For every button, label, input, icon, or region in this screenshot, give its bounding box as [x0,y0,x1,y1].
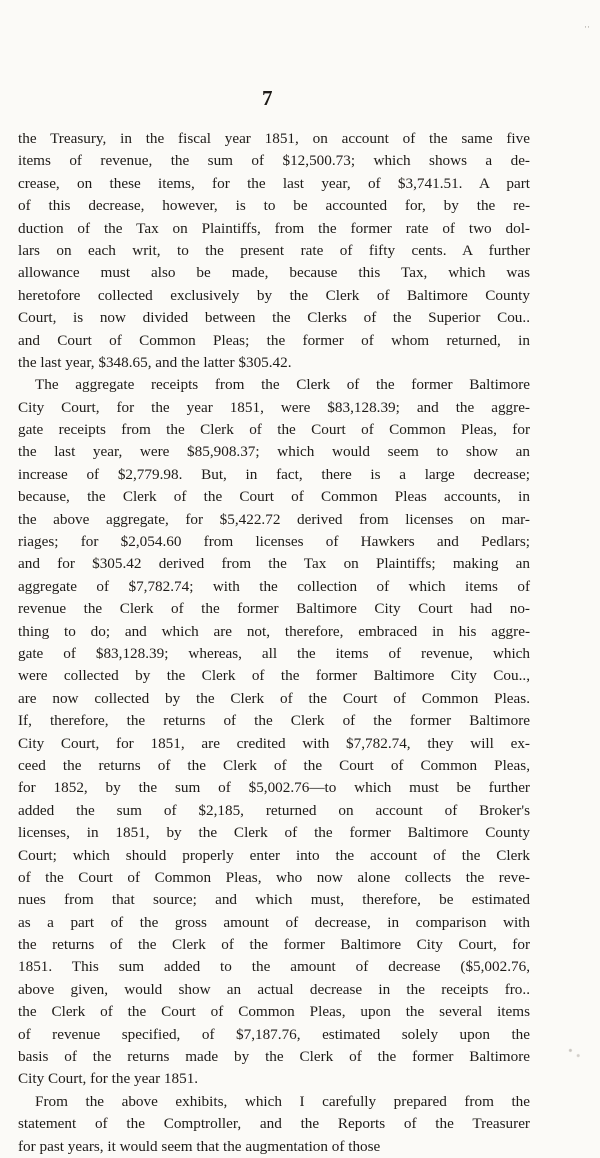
text-line: the returns of the Clerk of the former Baltimore City Court, for [18,936,530,954]
text-line: allowance must also be made, because this Tax, which was [18,264,530,282]
text-line: City Court, for the year 1851, were $83,128.39; and the aggre- [18,398,530,416]
text-line: the Treasury, in the fiscal year 1851, on account of the same five [18,130,530,147]
text-line: thing to do; and which are not, therefore, embraced in his aggre- [18,622,530,640]
text-line: gate receipts from the Clerk of the Court of Common Pleas, for [18,421,530,439]
text-line: 1851. This sum added to the amount of decrease ($5,002.76, [18,958,530,976]
text-line: added the sum of $2,185, returned on account of Broker's [18,801,530,819]
text-line: duction of the Tax on Plaintiffs, from the former rate of two dol- [18,219,530,237]
text-line: heretofore collected exclusively by the Clerk of Baltimore County [18,286,530,304]
text-line: statement of the Comptroller, and the Reports of the Treasurer [18,1115,530,1133]
text-line: City Court, for the year 1851. [18,1070,199,1088]
body-text [18,128,530,1158]
text-line: The aggregate receipts from the Clerk of the former Baltimore [35,376,530,394]
text-line: gate of $83,128.39; whereas, all the items of revenue, which [18,644,530,662]
text-line: of the Court of Common Pleas, who now alone collects the reve- [18,868,530,886]
text-line: nues from that source; and which must, therefore, be estimated [18,891,530,909]
text-line: From the above exhibits, which I carefully prepared from the [35,1092,530,1110]
text-line: for 1852, by the sum of $5,002.76—to which must be further [18,779,530,797]
text-line: as a part of the gross amount of decrease, in comparison with [18,913,530,931]
text-line: were collected by the Clerk of the former Baltimore City Cou.., [18,667,530,685]
text-line: basis of the returns made by the Clerk of the former Baltimore [18,1048,530,1066]
text-line: lars on each writ, to the present rate of fifty cents. A further [18,241,530,259]
text-line: the last year, $348.65, and the latter $305.42. [18,353,292,371]
text-line: of this decrease, however, is to be accounted for, by the re- [18,197,530,215]
text-line: City Court, for 1851, are credited with $7,782.74, they will ex- [18,734,530,752]
text-line: revenue the Clerk of the former Baltimore City Court had no- [18,600,530,618]
text-line: and for $305.42 derived from the Tax on Plaintiffs; making an [18,555,530,573]
corner-mark: ·· [584,22,590,32]
text-line: crease, on these items, for the last year, of $3,741.51. A part [18,174,530,192]
text-line: because, the Clerk of the Court of Common Pleas accounts, in [18,488,530,506]
text-line: of revenue specified, of $7,187.76, estimated solely upon the [18,1025,530,1043]
text-line: are now collected by the Clerk of the Court of Common Pleas. [18,689,530,707]
text-line: and Court of Common Pleas; the former of whom returned, in [18,331,530,349]
paper-speck [560,1040,586,1066]
text-line: above given, would show an actual decrease in the receipts fro.. [18,980,530,998]
text-line: Court; which should properly enter into the account of the Clerk [18,846,530,864]
text-line: Court, is now divided between the Clerks of the Superior Cou.. [18,309,530,327]
text-line: the Clerk of the Court of Common Pleas, upon the several items [18,1003,530,1021]
text-line: for past years, it would seem that the augmentation of those [18,1137,381,1155]
text-line: the last year, were $85,908.37; which would seem to show an [18,443,530,461]
text-line: ceed the returns of the Clerk of the Court of Common Pleas, [18,756,530,774]
text-line: increase of $2,779.98. But, in fact, there is a large decrease; [18,465,530,483]
text-line: aggregate of $7,782.74; with the collection of which items of [18,577,530,595]
text-line: the above aggregate, for $5,422.72 derived from licenses on mar- [18,510,530,528]
text-line: If, therefore, the returns of the Clerk of the former Baltimore [18,712,530,730]
text-line: licenses, in 1851, by the Clerk of the former Baltimore County [18,824,530,842]
page-number: 7 [262,86,273,110]
text-line: items of revenue, the sum of $12,500.73; which shows a de- [18,152,530,170]
text-line: riages; for $2,054.60 from licenses of Hawkers and Pedlars; [18,533,530,551]
